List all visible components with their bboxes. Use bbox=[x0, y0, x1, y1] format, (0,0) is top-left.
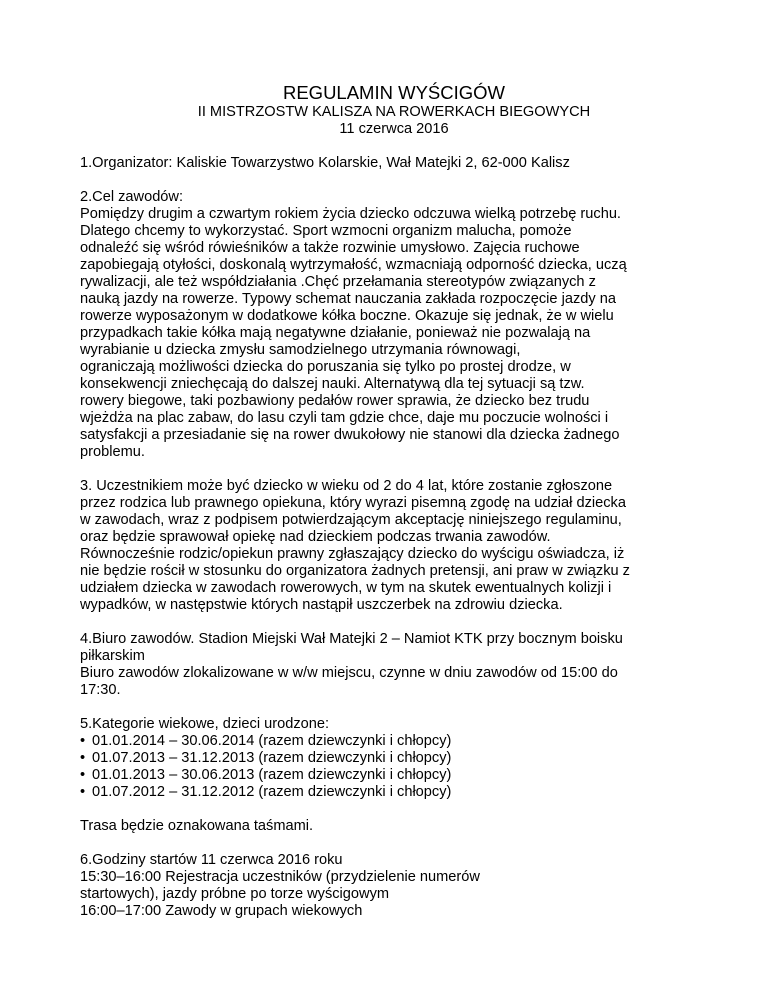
age-categories-heading: 5.Kategorie wiekowe, dzieci urodzone: bbox=[80, 716, 330, 732]
section-schedule bbox=[80, 852, 708, 920]
goal-line: rowery biegowe, taki pozbawiony pedałów rower sprawia, że dziecko bez trudu bbox=[80, 393, 590, 409]
participants-line: oraz będzie sprawował opiekę nad dzieckiem podczas trwania zawodów. bbox=[80, 529, 551, 545]
participants-line: wypadków, w następstwie których nastąpił uszczerbek na zdrowiu dziecka. bbox=[80, 597, 563, 613]
age-category-item: • 01.01.2013 – 30.06.2013 (razem dziewczynki i chłopcy) bbox=[80, 767, 708, 784]
goal-line: wyrabianie u dziecka zmysłu samodzielnego utrzymania równowagi, bbox=[80, 342, 521, 358]
participants-line: Równocześnie rodzic/opiekun prawny zgłaszający dziecko do wyścigu oświadcza, iż bbox=[80, 546, 625, 562]
document-header bbox=[80, 82, 708, 138]
section-route bbox=[80, 818, 708, 835]
goal-heading: 2.Cel zawodów: bbox=[80, 189, 184, 205]
participants-line: 3. Uczestnikiem może być dziecko w wieku od 2 do 4 lat, które zostanie zgłoszone bbox=[80, 478, 613, 494]
goal-line: konsekwencji zniechęcają do dalszej nauki. Alternatywą dla tej sytuacji są tzw. bbox=[80, 376, 585, 392]
goal-line: wjeżdża na plac zabaw, do lasu czyli tam gdzie chce, daje mu poczucie wolności i bbox=[80, 410, 609, 426]
goal-line: przypadkach takie kółka mają negatywne działanie, ponieważ nie pozwalają na bbox=[80, 325, 591, 341]
goal-line: Pomiędzy drugim a czwartym rokiem życia dziecko odczuwa wielką potrzebę ruchu. bbox=[80, 206, 621, 222]
route-text: Trasa będzie oznakowana taśmami. bbox=[80, 818, 314, 834]
office-line: piłkarskim bbox=[80, 648, 145, 664]
schedule-line: 16:00–17:00 Zawody w grupach wiekowych bbox=[80, 903, 363, 919]
goal-line: satysfakcji a przesiadanie się na rower dwukołowy nie stanowi dla dziecka żadnego bbox=[80, 427, 620, 443]
section-goal bbox=[80, 189, 708, 461]
age-categories-list bbox=[80, 733, 708, 801]
participants-line: nie będzie rościł w stosunku do organizatora żadnych pretensji, ani praw w związku z bbox=[80, 563, 630, 579]
document-date: 11 czerwca 2016 bbox=[339, 121, 449, 137]
goal-line: nauką jazdy na rowerze. Typowy schemat nauczania zakłada rozpoczęcie jazdy na bbox=[80, 291, 616, 307]
section-office bbox=[80, 631, 708, 699]
section-age-categories bbox=[80, 716, 708, 801]
organizer-text: 1.Organizator: Kaliskie Towarzystwo Kolarskie, Wał Matejki 2, 62-000 Kalisz bbox=[80, 155, 570, 171]
goal-line: problemu. bbox=[80, 444, 145, 460]
document-title: REGULAMIN WYŚCIGÓW bbox=[282, 82, 505, 103]
document-subtitle: II MISTRZOSTW KALISZA NA ROWERKACH BIEGOWYCH bbox=[197, 104, 591, 120]
section-participants bbox=[80, 478, 708, 614]
goal-line: Dlatego chcemy to wykorzystać. Sport wzmocni organizm malucha, pomoże bbox=[80, 223, 572, 239]
office-line: 4.Biuro zawodów. Stadion Miejski Wał Matejki 2 – Namiot KTK przy bocznym boisku bbox=[80, 631, 623, 647]
goal-line: odnaleźć się wśród rówieśników a także rozwinie umysłowo. Zajęcia ruchowe bbox=[80, 240, 580, 256]
age-category-item: • 01.07.2013 – 31.12.2013 (razem dziewczynki i chłopcy) bbox=[80, 750, 708, 767]
office-line: 17:30. bbox=[80, 682, 121, 698]
participants-line: w zawodach, wraz z podpisem potwierdzającym akceptację niniejszego regulaminu, bbox=[80, 512, 622, 528]
participants-line: udziałem dziecka w zawodach rowerowych, w tym na skutek ewentualnych kolizji i bbox=[80, 580, 612, 596]
office-line: Biuro zawodów zlokalizowane w w/w miejscu, czynne w dniu zawodów od 15:00 do bbox=[80, 665, 618, 681]
goal-line: ograniczają możliwości dziecka do poruszania się tylko po prostej drodze, w bbox=[80, 359, 571, 375]
age-category-item: • 01.07.2012 – 31.12.2012 (razem dziewczynki i chłopcy) bbox=[80, 784, 708, 801]
participants-line: przez rodzica lub prawnego opiekuna, który wyrazi pisemną zgodę na udział dziecka bbox=[80, 495, 626, 511]
goal-line: rowerze wyposażonym w dodatkowe kółka boczne. Okazuje się jednak, że w wielu bbox=[80, 308, 614, 324]
section-organizer bbox=[80, 155, 708, 172]
goal-line: rywalizacji, ale też współdziałania .Chęć przełamania stereotypów związanych z bbox=[80, 274, 596, 290]
schedule-line: 15:30–16:00 Rejestracja uczestników (przydzielenie numerów bbox=[80, 869, 480, 885]
age-category-item: • 01.01.2014 – 30.06.2014 (razem dziewczynki i chłopcy) bbox=[80, 733, 708, 750]
schedule-line: 6.Godziny startów 11 czerwca 2016 roku bbox=[80, 852, 343, 868]
goal-line: zapobiegają otyłości, doskonalą wytrzymałość, wzmacniają odporność dziecka, uczą bbox=[80, 257, 627, 273]
schedule-line: startowych), jazdy próbne po torze wyścigowym bbox=[80, 886, 390, 902]
